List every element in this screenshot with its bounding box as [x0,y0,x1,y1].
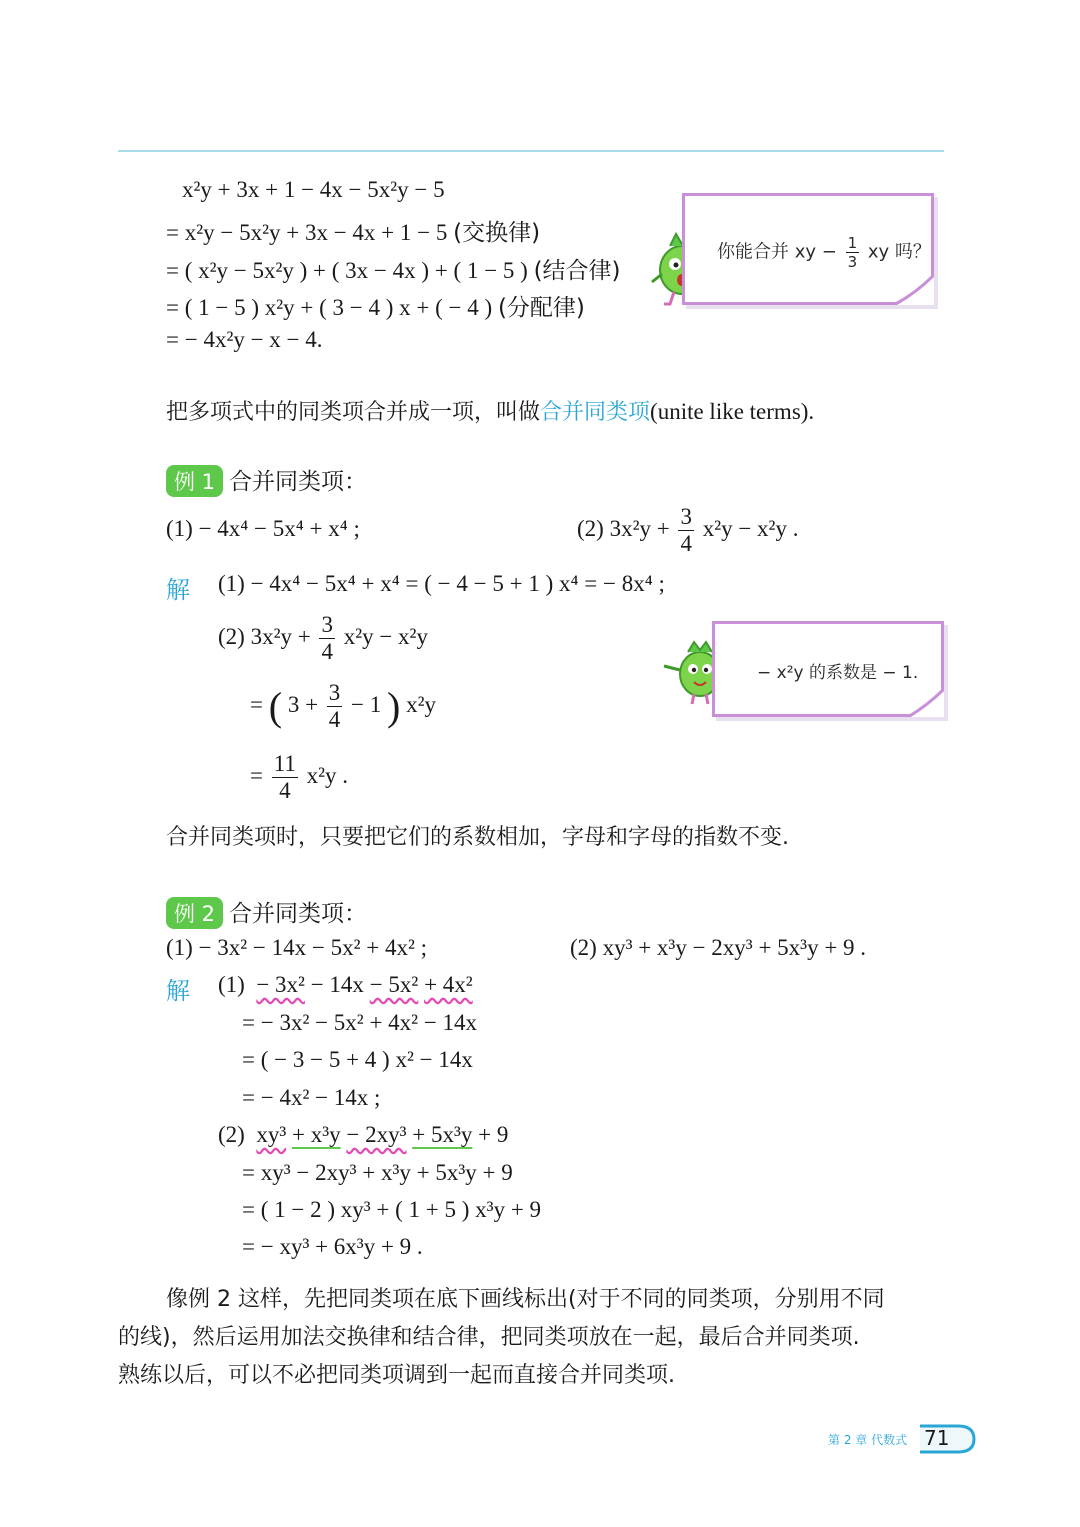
example-2-a-term-2: − 14x [310,972,364,997]
example-1-solution-label: 解 [166,576,190,604]
example-2-question-1: (1) − 3x² − 14x − 5x² + 4x² ; [166,935,428,960]
example-1-q2-num: 3 [680,504,692,529]
hint-note-2-text: − x²y 的系数是 − 1. [757,663,919,683]
example-1-header [166,463,367,497]
page-curl-icon [908,689,944,717]
derivation-line-4-note: (分配律) [497,295,585,321]
definition-term: 合并同类项 [540,400,651,425]
example-1-s4-den: 4 [279,778,291,803]
example-2-b-term-3: − 2xy³ [346,1122,407,1147]
hint-note-1-text [717,234,931,271]
hint-note-2 [712,621,944,717]
right-paren: ) [387,684,401,729]
example-1-tag: 例 1 [166,465,223,497]
page-number-badge [918,1422,976,1456]
example-1-q2-prefix: (2) 3x²y + [577,515,670,541]
example-1-solution-1: (1) − 4x⁴ − 5x⁴ + x⁴ = ( − 4 − 5 + 1 ) x⁴ = − 8x⁴ ; [218,571,665,596]
example-2-solution-2-step-2: = xy³ − 2xy³ + x³y + 5x³y + 9 [242,1160,513,1185]
hint-note-1-prefix: 你能合并 xy − [717,241,837,263]
example-1-q2-den: 4 [680,531,692,556]
derivation-line-2-note: (交换律) [453,220,541,246]
derivation-line-5: = − 4x²y − x − 4. [166,327,323,352]
example-2-a-term-4: + 4x² [424,972,473,997]
example-1-q2-fraction [678,504,694,557]
example-2-header [166,895,367,929]
example-1-s2-num: 3 [321,612,333,637]
left-paren: ( [268,684,283,729]
top-rule [118,150,944,152]
example-1-s4-suffix: x²y . [306,762,349,788]
hint-note-1 [682,193,934,305]
example-1-s2-prefix: (2) 3x²y + [218,623,311,649]
hint-note-1-frac-num: 1 [847,234,858,252]
example-1-s2-fraction [319,612,335,665]
example-2-b-term-4: + 5x³y [412,1122,473,1147]
example-1-s3-c: x²y [406,691,437,717]
example-2-a-term-1: − 3x² [256,972,305,997]
example-2-b-term-1: xy³ [256,1122,287,1147]
example-1-question-1: (1) − 4x⁴ − 5x⁴ + x⁴ ; [166,516,360,541]
rule-statement: 合并同类项时，只要把它们的系数相加，字母和字母的指数不变. [166,825,789,850]
example-1-s3-b: − 1 [351,691,382,717]
example-1-solution-2 [218,612,428,665]
example-2-solution-2-step-4: = − xy³ + 6x³y + 9 . [242,1234,423,1259]
example-2-title: 合并同类项： [229,901,368,927]
example-1-question-2 [577,504,798,557]
example-1-s4-fraction [272,751,298,804]
example-1-s3-den: 4 [328,707,341,732]
example-1-title: 合并同类项： [229,469,368,495]
example-2-solution-2 [218,1122,508,1148]
example-2-a-label: (1) [218,972,245,997]
example-2-solution-1-step-2: = − 3x² − 5x² + 4x² − 14x [242,1010,478,1035]
example-1-s2-suffix: x²y − x²y [343,623,428,649]
example-2-solution-label: 解 [166,977,190,1005]
chapter-label: 第 2 章 代数式 [828,1433,908,1447]
example-1-s3-num: 3 [328,680,341,705]
example-1-solution-4 [250,751,348,804]
derivation-line-3-note: (结合律) [533,258,621,284]
example-2-solution-1-step-4: = − 4x² − 14x ; [242,1085,381,1110]
definition-after: (unite like terms). [650,399,815,424]
closing-line-1: 像例 2 这样，先把同类项在底下画线标出(对于不同的同类项，分别用不同 [166,1287,885,1312]
derivation-line-3-expr: = ( x²y − 5x²y ) + ( 3x − 4x ) + ( 1 − 5 ) [166,258,528,283]
derivation-line-1: x²y + 3x + 1 − 4x − 5x²y − 5 [182,177,445,202]
example-2-b-term-5: + 9 [478,1122,509,1147]
derivation-line-2-expr: = x²y − 5x²y + 3x − 4x + 1 − 5 [166,220,448,245]
example-1-s4-eq: = [250,762,263,788]
page-curl-icon [894,275,934,305]
example-1-q2-suffix: x²y − x²y . [702,515,799,541]
example-1-s3-a: 3 + [287,691,319,717]
hint-note-1-suffix: xy 吗？ [867,241,931,263]
example-1-solution-3 [250,680,436,733]
example-2-solution-1 [218,972,473,998]
closing-line-3: 熟练以后，可以不必把同类项调到一起而直接合并同类项. [118,1363,675,1388]
example-1-s3-eq: = [250,691,263,717]
hint-note-1-frac-den: 3 [847,253,858,271]
derivation-line-4-expr: = ( 1 − 5 ) x²y + ( 3 − 4 ) x + ( − 4 ) [166,295,493,320]
example-1-s2-den: 4 [321,639,333,664]
closing-line-2: 的线)，然后运用加法交换律和结合律，把同类项放在一起，最后合并同类项. [118,1325,860,1350]
example-2-solution-2-step-3: = ( 1 − 2 ) xy³ + ( 1 + 5 ) x³y + 9 [242,1197,542,1222]
example-1-s4-num: 11 [273,751,296,776]
page-number: 71 [924,1426,950,1450]
example-1-s3-fraction [327,680,343,733]
example-2-question-2: (2) xy³ + x³y − 2xy³ + 5x³y + 9 . [570,935,867,960]
example-2-tag: 例 2 [166,897,223,929]
derivation-line-2 [166,214,540,247]
example-2-solution-1-step-3: = ( − 3 − 5 + 4 ) x² − 14x [242,1047,473,1072]
example-2-a-term-3: − 5x² [369,972,419,997]
example-2-b-label: (2) [218,1122,245,1147]
definition [166,395,814,426]
definition-before: 把多项式中的同类项合并成一项，叫做 [166,400,541,425]
example-2-b-term-2: + x³y [291,1122,341,1147]
hint-note-1-fraction [846,234,860,271]
derivation-line-3 [166,252,621,285]
derivation-line-4 [166,289,585,322]
